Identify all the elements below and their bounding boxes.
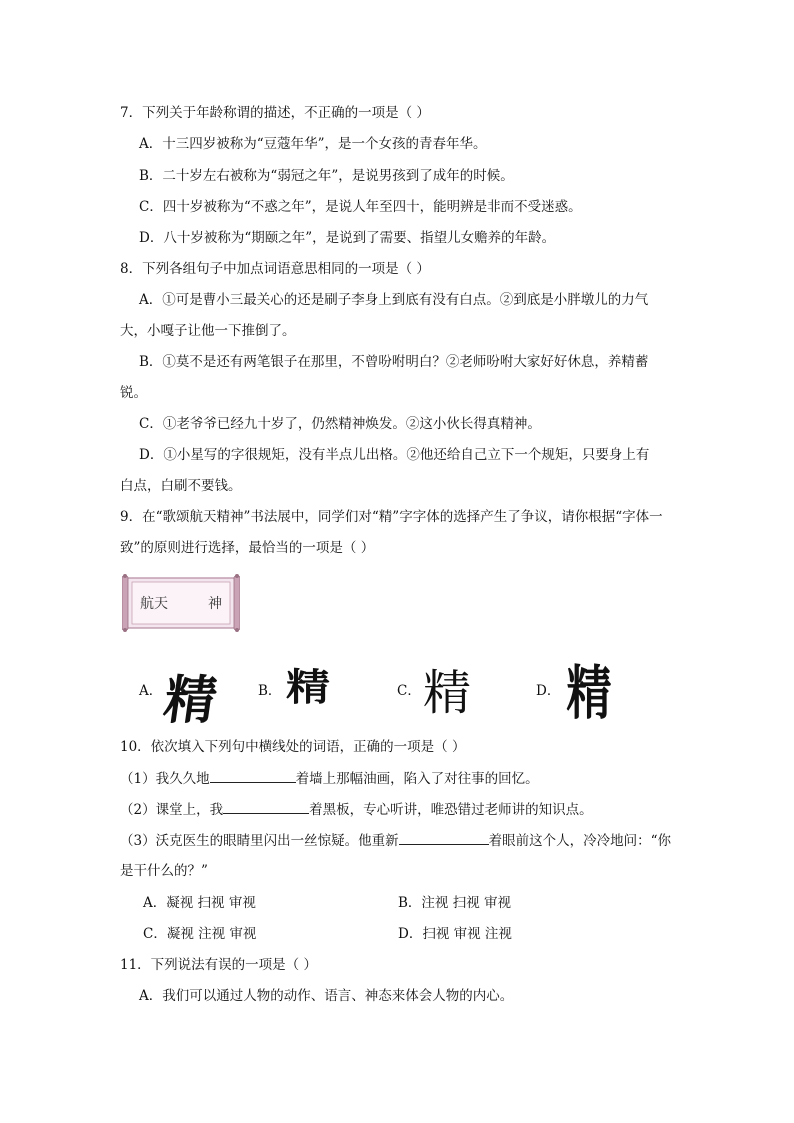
q10-s1-blank [210, 768, 296, 783]
q9-option-d-label: D． [536, 683, 561, 699]
q9-option-d [536, 652, 636, 727]
q9-option-b-glyph: 精 [286, 666, 330, 710]
q8-option-d-line1: D．①小星写的字很规矩，没有半点儿出格。②他还给自己立下一个规矩，只要身上有 [139, 447, 650, 463]
q11-option-a: A．我们可以通过人物的动作、语言、神态来体会人物的内心。 [139, 988, 514, 1004]
q9-option-c-glyph: 精 [423, 667, 472, 720]
q8-option-b-line2: 锐。 [120, 385, 147, 401]
q10-s3-pre: （3）沃克医生的眼睛里闪出一丝惊疑。他重新 [120, 833, 399, 849]
q10-s2-pre: （2）课堂上，我 [120, 802, 224, 818]
q10-option-a: A．凝视 扫视 审视 [143, 895, 256, 911]
q10-s1-post: 着墙上那幅油画，陷入了对往事的回忆。 [295, 771, 539, 787]
q10-s2-blank [223, 799, 309, 814]
q9-option-c-label: C． [397, 683, 421, 699]
q10-s2-post: 着黑板，专心听讲，唯恐错过老师讲的知识点。 [309, 802, 593, 818]
scroll-text-right: 神 [208, 596, 222, 612]
q8-stem: 8．下列各组句子中加点词语意思相同的一项是（ ） [120, 261, 430, 277]
q8-option-d-line2: 白点，白刷不要钱。 [120, 478, 242, 494]
q9-stem-line1: 9．在“歌颂航天精神”书法展中，同学们对“精”字字体的选择产生了争议，请你根据“字体一 [120, 509, 663, 525]
scroll-text-left: 航天 [140, 596, 168, 612]
q10-sentence-3 [120, 830, 671, 851]
q9-option-b-label: B． [258, 683, 282, 699]
q10-s3-blank [399, 830, 489, 845]
q9-option-a [139, 652, 239, 731]
q7-option-b: B．二十岁左右被称为“弱冠之年”，是说男孩到了成年的时候。 [139, 168, 514, 184]
q11-stem: 11．下列说法有误的一项是（ ） [120, 957, 317, 973]
q9-stem-line2: 致”的原则进行选择，最恰当的一项是（ ） [120, 540, 375, 556]
q8-option-a-line1: A．①可是曹小三最关心的还是刷子李身上到底有没有白点。②到底是小胖墩儿的力气 [139, 292, 649, 308]
q7-stem: 7．下列关于年龄称谓的描述，不正确的一项是（ ） [120, 105, 430, 121]
q7-option-c: C．四十岁被称为“不惑之年”，是说人年至四十，能明辨是非而不受迷惑。 [139, 199, 582, 215]
q10-sentence-1 [120, 768, 539, 789]
q9-option-a-glyph: 精 [160, 670, 221, 731]
q10-option-c: C．凝视 注视 审视 [143, 926, 257, 942]
q10-sentence-2 [120, 799, 593, 820]
q9-option-b [258, 652, 358, 724]
q9-option-d-glyph: 精 [566, 659, 612, 727]
q8-option-a-line2: 大，小嘎子让他一下推倒了。 [120, 323, 296, 339]
q8-option-b-line1: B．①莫不是还有两笔银子在那里，不曾吩咐明白？②老师吩咐大家好好休息，养精蓄 [139, 354, 649, 370]
q10-s3-post: 着眼前这个人，冷冷地问：“你 [488, 833, 671, 849]
q7-option-a: A．十三四岁被称为“豆蔻年华”，是一个女孩的青春年华。 [139, 136, 487, 152]
q9-option-a-label: A． [139, 683, 163, 699]
scroll-text [140, 590, 222, 616]
q7-option-d: D．八十岁被称为“期颐之年”，是说到了需要、指望儿女赡养的年龄。 [139, 230, 556, 246]
q9-option-c [397, 652, 497, 724]
q10-option-b: B．注视 扫视 审视 [398, 895, 512, 911]
q8-option-c: C．①老爷爷已经九十岁了，仍然精神焕发。②这小伙长得真精神。 [139, 416, 541, 432]
q10-stem: 10．依次填入下列句中横线处的词语，正确的一项是（ ） [120, 739, 466, 755]
q10-sentence-3-cont: 是干什么的？” [120, 863, 208, 879]
q10-option-d: D．扫视 审视 注视 [398, 926, 512, 942]
q10-s1-pre: （1）我久久地 [120, 771, 210, 787]
